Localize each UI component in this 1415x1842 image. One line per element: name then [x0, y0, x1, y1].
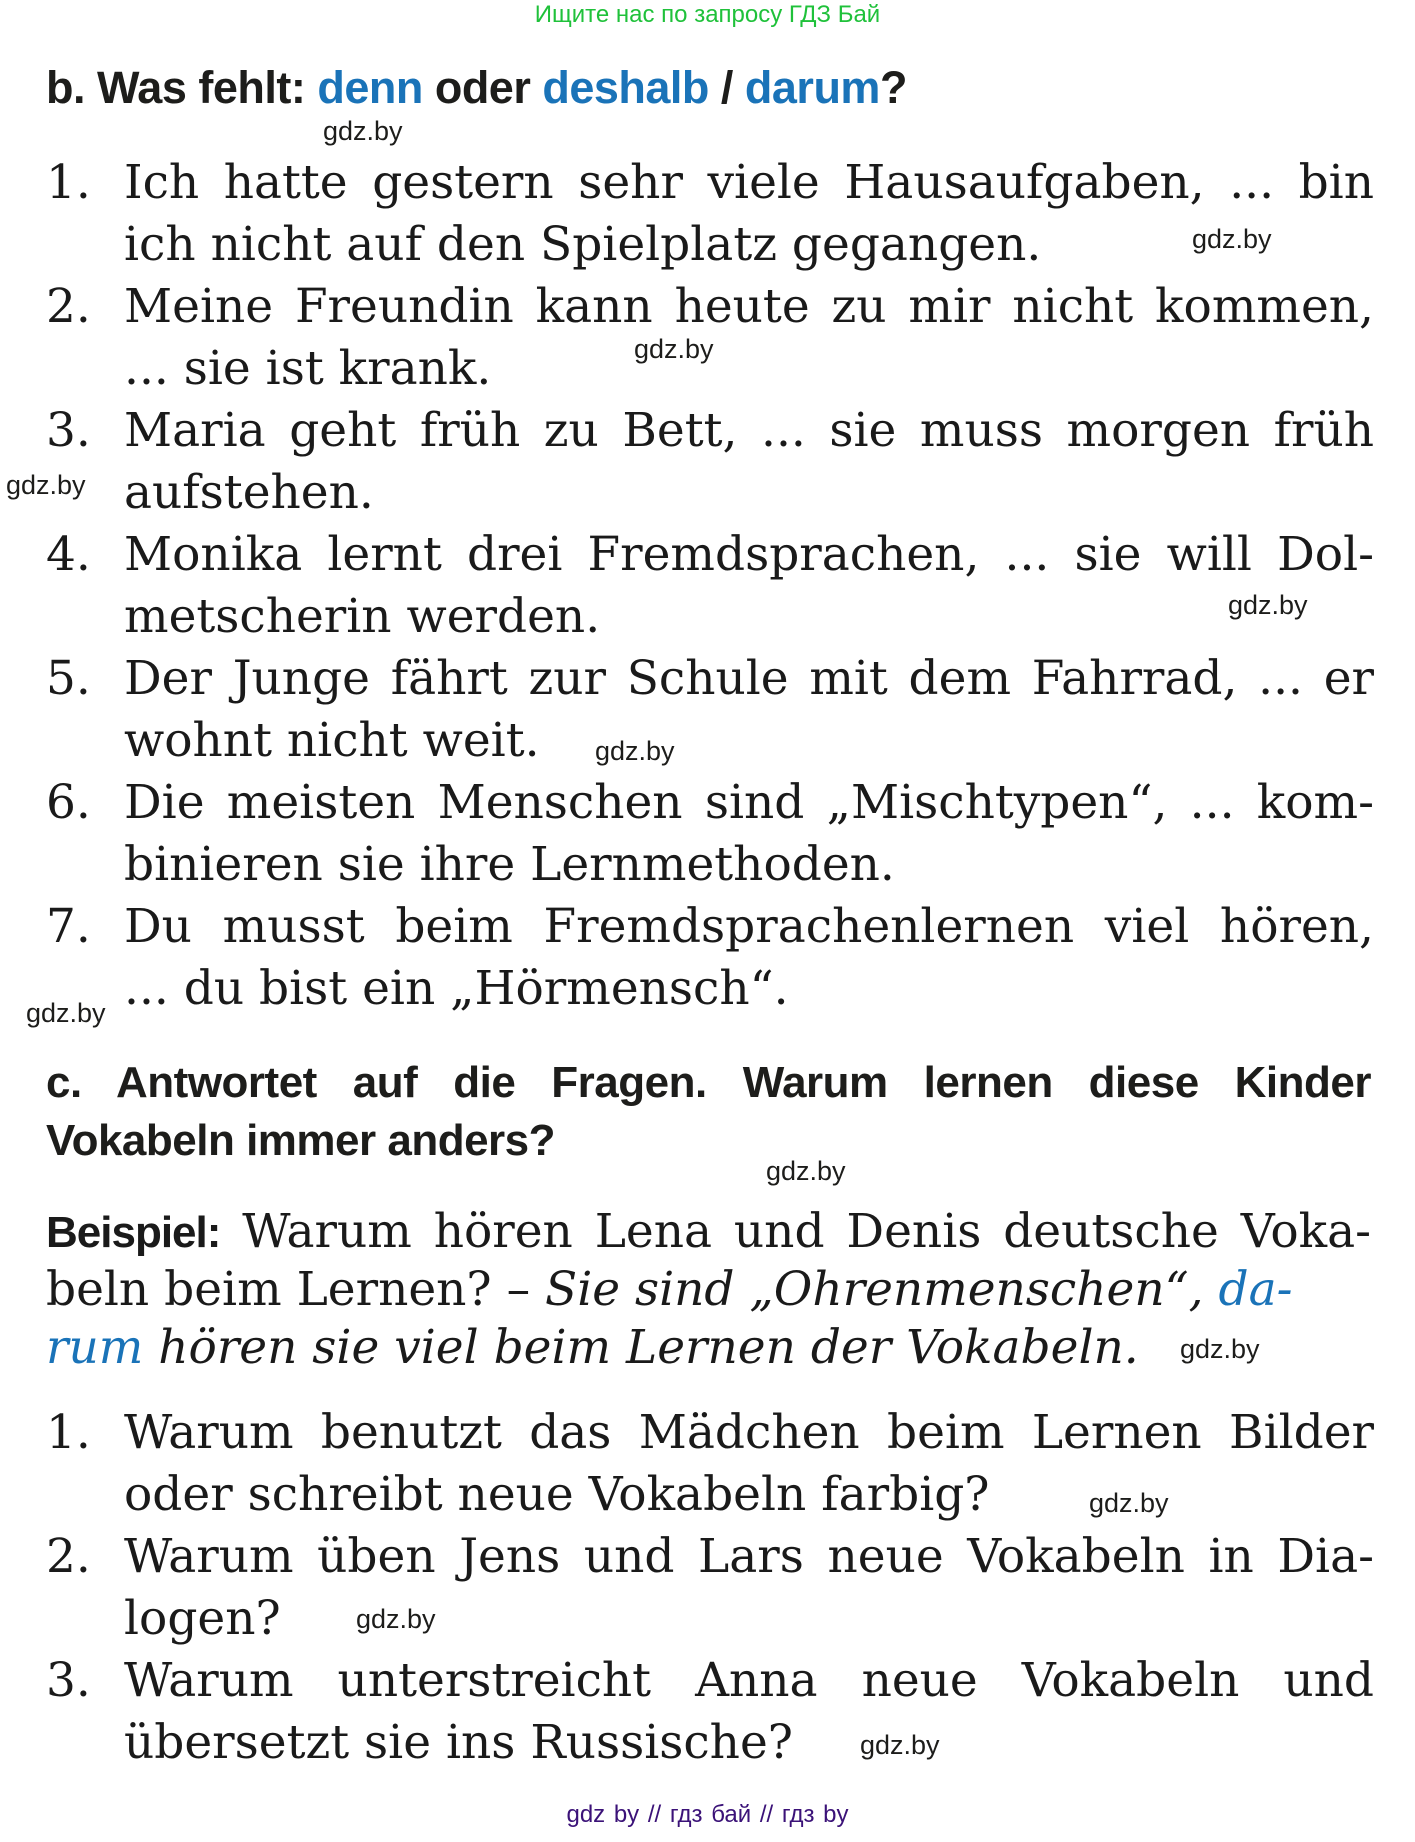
section-b-heading — [46, 62, 907, 114]
item-number: 7. — [46, 899, 91, 954]
example-line3 — [46, 1320, 1139, 1375]
item-line: Warum unterstreicht Anna neue Vokabeln und — [124, 1653, 1374, 1708]
example-answer: hören sie viel beim Lernen der Vokabeln. — [143, 1320, 1139, 1375]
watermark: gdz.by — [1192, 224, 1272, 254]
item-line: logen? — [124, 1591, 281, 1646]
item-line: Die meisten Menschen sind „Mischtypen“, ... kom- — [124, 775, 1374, 830]
item-number: 3. — [46, 403, 91, 458]
item-number: 4. — [46, 527, 91, 582]
item-line: oder schreibt neue Vokabeln farbig? — [124, 1467, 990, 1522]
watermark: gdz.by — [860, 1730, 940, 1760]
heading-slash: / — [708, 62, 745, 113]
example-label: Beispiel: — [46, 1208, 221, 1257]
example-text: Warum hören Lena und Denis deutsche Voka- — [220, 1204, 1371, 1259]
item-number: 3. — [46, 1653, 91, 1708]
item-number: 2. — [46, 279, 91, 334]
item-number: 5. — [46, 651, 91, 706]
keyword-deshalb: deshalb — [542, 62, 709, 113]
heading-mid: oder — [422, 62, 543, 113]
section-c-heading-line2: Vokabeln immer anders? — [46, 1116, 556, 1165]
item-number: 6. — [46, 775, 91, 830]
watermark: gdz.by — [595, 736, 675, 766]
item-line: Maria geht früh zu Bett, ... sie muss morgen früh — [124, 403, 1374, 458]
item-line: ... du bist ein „Hörmensch“. — [124, 961, 789, 1016]
item-line: Warum üben Jens und Lars neue Vokabeln in Dia- — [124, 1529, 1374, 1584]
item-line: aufstehen. — [124, 465, 374, 520]
watermark: gdz.by — [766, 1156, 846, 1186]
watermark: gdz.by — [6, 470, 86, 500]
keyword-darum: darum — [744, 62, 880, 113]
watermark: gdz.by — [356, 1604, 436, 1634]
example-question: beln beim Lernen? – — [46, 1262, 546, 1317]
example-answer: Sie sind „Ohrenmenschen“, — [545, 1262, 1219, 1317]
watermark: gdz.by — [634, 334, 714, 364]
item-number: 2. — [46, 1529, 91, 1584]
item-line: übersetzt sie ins Russische? — [124, 1715, 793, 1770]
example-keyword: da- — [1218, 1262, 1293, 1317]
keyword-denn: denn — [317, 62, 423, 113]
watermark: gdz.by — [1180, 1334, 1260, 1364]
item-line: Du musst beim Fremdsprachenlernen viel hören, — [124, 899, 1374, 954]
watermark: gdz.by — [1228, 590, 1308, 620]
watermark: gdz.by — [1089, 1488, 1169, 1518]
item-line: Der Junge fährt zur Schule mit dem Fahrrad, ... er — [124, 651, 1374, 706]
item-number: 1. — [46, 155, 91, 210]
example-line2 — [46, 1262, 1293, 1317]
footer-watermark: gdz by // гдз бай // гдз by — [566, 1801, 849, 1828]
item-number: 1. — [46, 1405, 91, 1460]
item-line: binieren sie ihre Lernmethoden. — [124, 837, 895, 892]
heading-prefix: b. Was fehlt: — [46, 62, 318, 113]
watermark: gdz.by — [323, 116, 403, 146]
item-line: ... sie ist krank. — [124, 341, 492, 396]
item-line: ich nicht auf den Spielplatz gegangen. — [124, 217, 1042, 272]
example-line1 — [46, 1204, 1371, 1259]
top-banner: Ищите нас по запросу ГДЗ Бай — [534, 1, 881, 28]
example-keyword: rum — [46, 1320, 144, 1375]
item-line: Meine Freundin kann heute zu mir nicht kommen, — [124, 279, 1374, 334]
section-c-heading-line1: c. Antwortet auf die Fragen. Warum lernen diese Kinder — [46, 1058, 1371, 1107]
item-line: Warum benutzt das Mädchen beim Lernen Bilder — [124, 1405, 1374, 1460]
item-line: wohnt nicht weit. — [124, 713, 540, 768]
heading-end: ? — [879, 62, 907, 113]
item-line: Ich hatte gestern sehr viele Hausaufgaben, ... bin — [124, 155, 1374, 210]
item-line: Monika lernt drei Fremdsprachen, ... sie will Dol- — [124, 527, 1374, 582]
watermark: gdz.by — [26, 998, 106, 1028]
item-line: metscherin werden. — [124, 589, 601, 644]
